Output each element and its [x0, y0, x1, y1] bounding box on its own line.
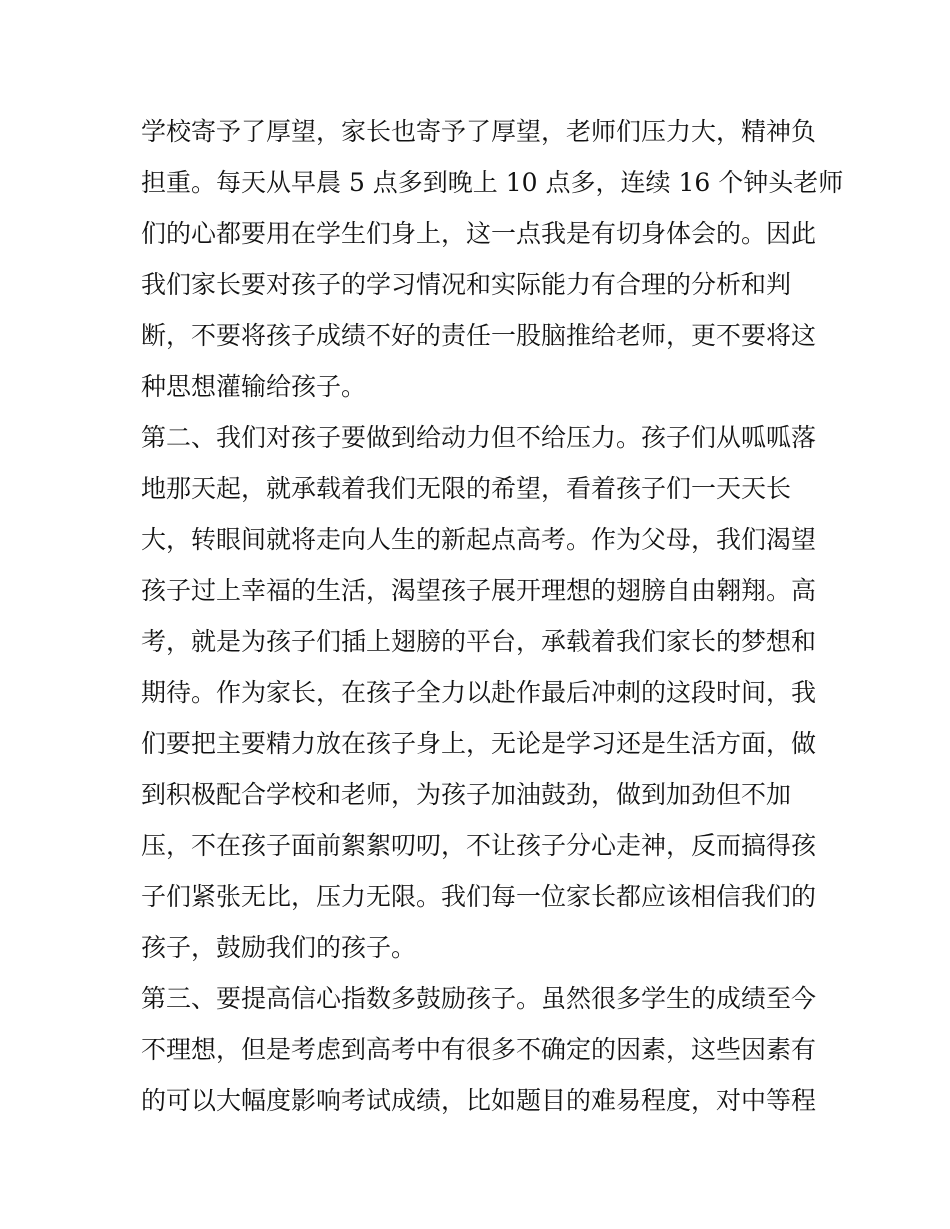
text-line: 子们紧张无比，压力无限。我们每一位家长都应该相信我们的 [141, 882, 817, 911]
text-line: 孩子过上幸福的生活，渴望孩子展开理想的翅膀自由翱翔。高 [141, 576, 817, 605]
text-line: 学校寄予了厚望，家长也寄予了厚望，老师们压力大，精神负 [141, 117, 817, 146]
text-line: 考，就是为孩子们插上翅膀的平台，承载着我们家长的梦想和 [141, 627, 817, 656]
text-line: 们的心都要用在学生们身上，这一点我是有切身体会的。因此 [141, 219, 817, 248]
text-line: 不理想，但是考虑到高考中有很多不确定的因素，这些因素有 [141, 1035, 817, 1064]
text-line: 担重。每天从早晨 5 点多到晚上 10 点多，连续 16 个钟头老师 [141, 168, 844, 197]
text-line: 期待。作为家长，在孩子全力以赴作最后冲刺的这段时间，我 [141, 678, 817, 707]
text-line: 第三、要提高信心指数多鼓励孩子。虽然很多学生的成绩至今 [141, 984, 817, 1013]
text-line: 孩子，鼓励我们的孩子。 [141, 933, 417, 962]
text-line: 到积极配合学校和老师，为孩子加油鼓劲，做到加劲但不加 [141, 780, 792, 809]
text-line: 们要把主要精力放在孩子身上，无论是学习还是生活方面，做 [141, 729, 817, 758]
text-line: 压，不在孩子面前絮絮叨叨，不让孩子分心走神，反而搞得孩 [141, 831, 817, 860]
text-line: 第二、我们对孩子要做到给动力但不给压力。孩子们从呱呱落 [141, 423, 817, 452]
text-line: 大，转眼间就将走向人生的新起点高考。作为父母，我们渴望 [141, 525, 817, 554]
text-line: 的可以大幅度影响考试成绩，比如题目的难易程度，对中等程 [141, 1086, 817, 1115]
text-line: 地那天起，就承载着我们无限的希望，看着孩子们一天天长 [141, 474, 792, 503]
text-line: 我们家长要对孩子的学习情况和实际能力有合理的分析和判 [141, 270, 792, 299]
text-line: 断，不要将孩子成绩不好的责任一股脑推给老师，更不要将这 [141, 321, 817, 350]
body-text [141, 106, 844, 1126]
text-line: 种思想灌输给孩子。 [141, 372, 367, 401]
